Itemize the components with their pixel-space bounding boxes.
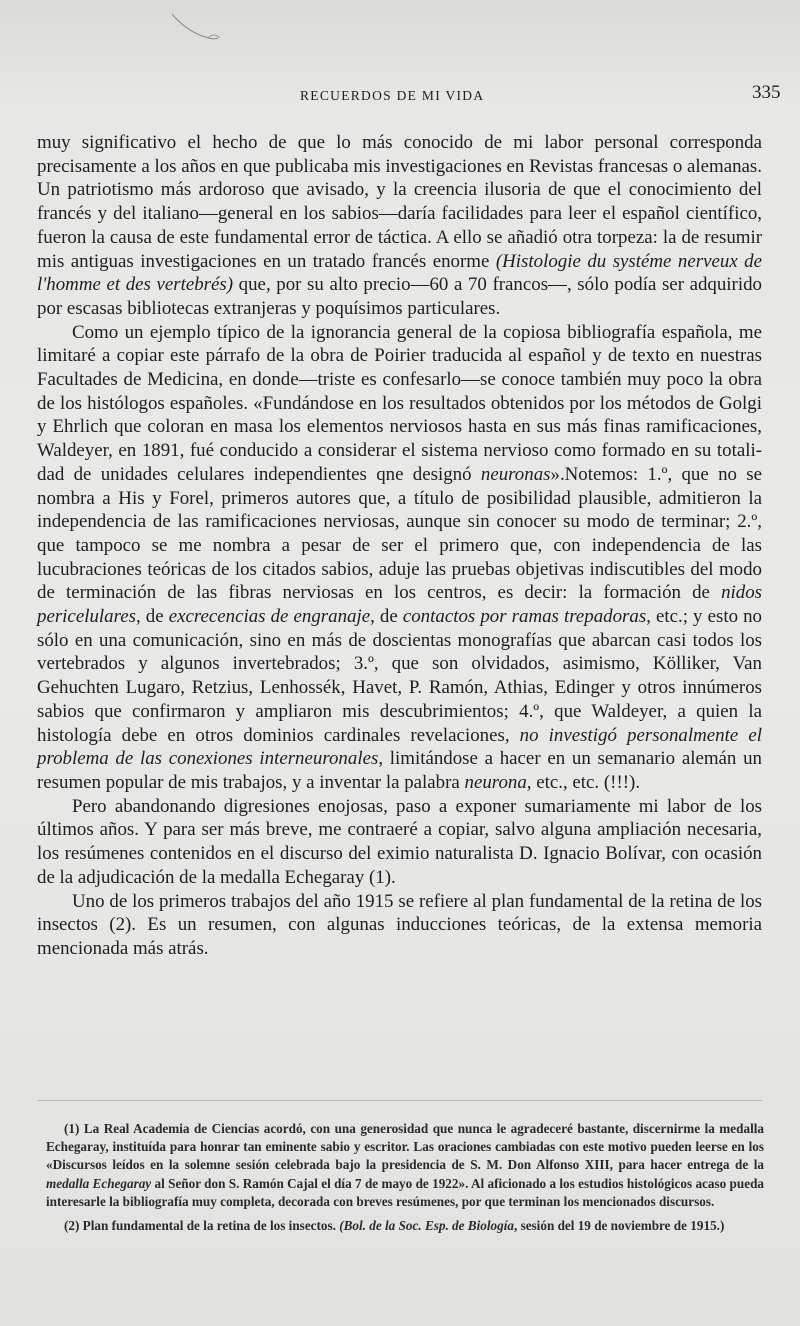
text-span: , de [370,606,403,628]
italic-text-span: medalla Echegaray [46,1175,152,1191]
text-span: , sesión del 19 de noviembre de 1915.) [513,1218,725,1234]
footnote [46,1217,764,1235]
footnote [46,1120,764,1211]
italic-text-span: (Bol. de la Soc. Esp. de Biología [339,1218,514,1234]
paragraph [37,890,762,961]
italic-text-span: neurona [464,771,527,793]
paragraph [37,321,762,795]
text-span: , etc., etc. (!!!). [526,771,641,793]
footnote-separator [37,1100,762,1101]
italic-text-span: contactos por ramas trepadoras [402,606,647,628]
paragraph [37,131,762,321]
page-number: 335 [752,82,781,103]
text-span: (2) Plan fundamental de la retina de los insectos. [64,1218,340,1234]
italic-text-span: (Histologie du systéme nerveux de l'homme et des vertebrés) [37,250,763,296]
paragraph [37,795,762,890]
text-span: Pero abandonando digresiones enojosas, paso a exponer sumariamente mi labor de los últimos años. Y para ser más breve, me contraeré a copiar, salvo alguna ampliación necesaria, los resúmenes contenidos en el discurso del eximio naturalista D. Ignacio Bolívar, con ocasión de la adjudicación de la medalla Echegaray (1). [37,795,762,888]
italic-text-span: excrecencias de engranaje [168,606,371,628]
text-span: Como un ejemplo típico de la ignorancia general de la copiosa bibliografía española, me limitaré a copiar este párrafo de la obra de Poirier traducida al español y de texto en nuestras Facultades de Medicina, en donde—triste es confesarlo—se conoce también muy poco la obra de los histólogos españoles. «Fundándose en los resultados obtenidos por los métodos de Golgi y Ehrlich que coloran en masa los elementos nerviosos hasta en sus más finas ramificaciones, Waldeyer, en 1891, fué conducido a considerar el sistema nervioso como formado en su totalidad de unidades celulares independientes qne designó [37,321,762,485]
italic-text-span: neuronas [480,463,551,485]
text-span: , de [135,606,169,628]
running-title: RECUERDOS DE MI VIDA [300,88,485,103]
italic-text-span: nidos pericelulares [37,582,762,628]
footnotes [46,1120,764,1241]
body-text [37,131,762,961]
italic-text-span: no investigó personalmente el problema de las conexiones interneuronales [37,724,762,770]
text-span: , limitándose a hacer en un semanario alemán un resumen popular de mis trabajos, y a inventar la palabra [37,748,762,793]
text-span: muy significativo el hecho de que lo más conocido de mi labor personal corresponda precisamente a los años en que publicaba mis investigaciones en Revistas francesas o alemanas. Un patriotismo más ardoroso que avisado, y la creencia ilusoria de que el conocimiento del francés y del italiano—general en los sabios—daría facilidades para leer el español científico, fueron la causa de este fundamental error de táctica. A ello se añadió otra torpeza: la de resumir mis antiguas investigaciones en un tratado francés enorme [37,132,762,272]
text-span: , etc.; y esto no sólo en una comunicación, sino en más de doscientas monografías que abarcan casi todos los vertebrados y algunos invertebrados; 3.º, que son olvidados, asimismo, Kölliker, Van Gehuchten Lugaro, Retzius, Lenhossék, Havet, P. Ramón, Athias, Edinger y otros innúmeros sabios que confirmaron y ampliaron mis descubrimientos; 4.º, que Waldeyer, a quien la histología debe en otros dominios cardinales revelaciones, [37,606,762,746]
pencil-mark [168,8,228,48]
text-span: (1) La Real Academia de Ciencias acordó, con una generosidad que nunca le agradeceré bastante, discernirme la medalla Echegaray, instituída para honrar tan eminente sabio y escritor. Las oraciones cambiadas con este motivo pueden leerse en los «Discursos leídos en la solemne sesión celebrada bajo la presidencia de S. M. Don Alfonso XIII, para hacer entrega de la [46,1121,764,1173]
text-span: Uno de los primeros trabajos del año 1915 se refiere al plan fundamental de la retina de los insectos (2). Es un resumen, con algunas inducciones teóricas, de la extensa memoria mencionada más atrás. [37,890,762,959]
text-span: que, por su alto precio—60 a 70 francos—, sólo podía ser adquirido por escasas bibliotecas extranjeras y poquísimos particulares. [37,274,762,319]
text-span: ».Notemos: 1.º, que no se nombra a His y Forel, primeros autores que, a título de posibilidad plausible, admitieron la independencia de las ramificaciones nerviosas, aunque sin conocer su modo de terminar; 2.º, que tampoco se me nombra a pesar de ser el primero que, con independencia de las lucubraciones teóricas de los citados sabios, aduje las pruebas objetivas indiscutibles del modo de terminación de las fibras nerviosas en los centros, es decir: la formación de [37,463,762,604]
text-span: al Señor don S. Ramón Cajal el día 7 de mayo de 1922». Al aficionado a los estudios histológicos acaso pueda interesarle la bibliografía muy completa, decorada con breves resúmenes, por que terminan los mencionados discursos. [46,1175,764,1209]
page-header [0,82,800,112]
